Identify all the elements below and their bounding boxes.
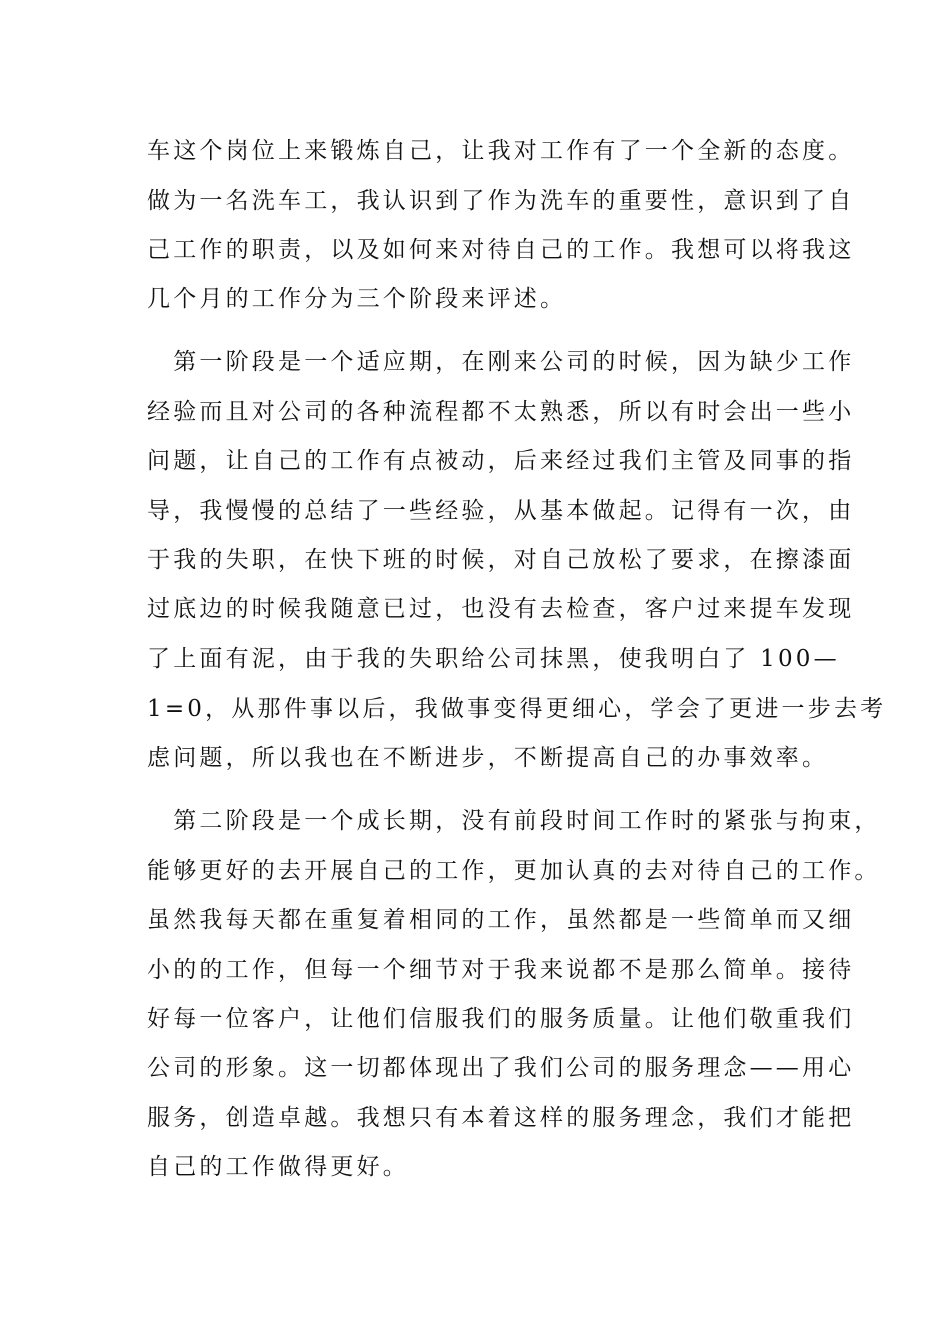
text-line: 能够更好的去开展自己的工作，更加认真的去对待自己的工作。 bbox=[147, 858, 881, 884]
text-line: 了上面有泥，由于我的失职给公司抹黑，使我明白了 100— bbox=[147, 646, 840, 672]
text-line: 于我的失职，在快下班的时候，对自己放松了要求，在擦漆面 bbox=[147, 547, 855, 573]
text-line: 虽然我每天都在重复着相同的工作，虽然都是一些简单而又细 bbox=[147, 907, 855, 933]
text-line: 问题，让自己的工作有点被动，后来经过我们主管及同事的指 bbox=[147, 448, 855, 474]
text-line: 虑问题，所以我也在不断进步，不断提高自己的办事效率。 bbox=[147, 745, 829, 771]
text-line: 公司的形象。这一切都体现出了我们公司的服务理念——用心 bbox=[147, 1055, 855, 1081]
text-line: 第一阶段是一个适应期，在刚来公司的时候，因为缺少工作 bbox=[147, 349, 855, 375]
text-line: 经验而且对公司的各种流程都不太熟悉，所以有时会出一些小 bbox=[147, 399, 855, 425]
text-line: 过底边的时候我随意已过，也没有去检查，客户过来提车发现 bbox=[147, 596, 855, 622]
text-line: 好每一位客户，让他们信服我们的服务质量。让他们敬重我们 bbox=[147, 1006, 855, 1032]
text-line: 服务，创造卓越。我想只有本着这样的服务理念，我们才能把 bbox=[147, 1105, 855, 1131]
text-line: 小的的工作，但每一个细节对于我来说都不是那么简单。接待 bbox=[147, 957, 855, 983]
text-line: 第二阶段是一个成长期，没有前段时间工作时的紧张与拘束， bbox=[147, 808, 881, 834]
text-line: 几个月的工作分为三个阶段来评述。 bbox=[147, 286, 567, 312]
text-line: 导，我慢慢的总结了一些经验，从基本做起。记得有一次，由 bbox=[147, 498, 855, 524]
text-line: 自己的工作做得更好。 bbox=[147, 1154, 409, 1180]
text-line: 车这个岗位上来锻炼自己，让我对工作有了一个全新的态度。 bbox=[147, 138, 855, 164]
text-line: 1=0，从那件事以后，我做事变得更细心，学会了更进一步去考 bbox=[147, 696, 887, 722]
text-line: 己工作的职责，以及如何来对待自己的工作。我想可以将我这 bbox=[147, 237, 855, 263]
text-line: 做为一名洗车工，我认识到了作为洗车的重要性，意识到了自 bbox=[147, 188, 855, 214]
